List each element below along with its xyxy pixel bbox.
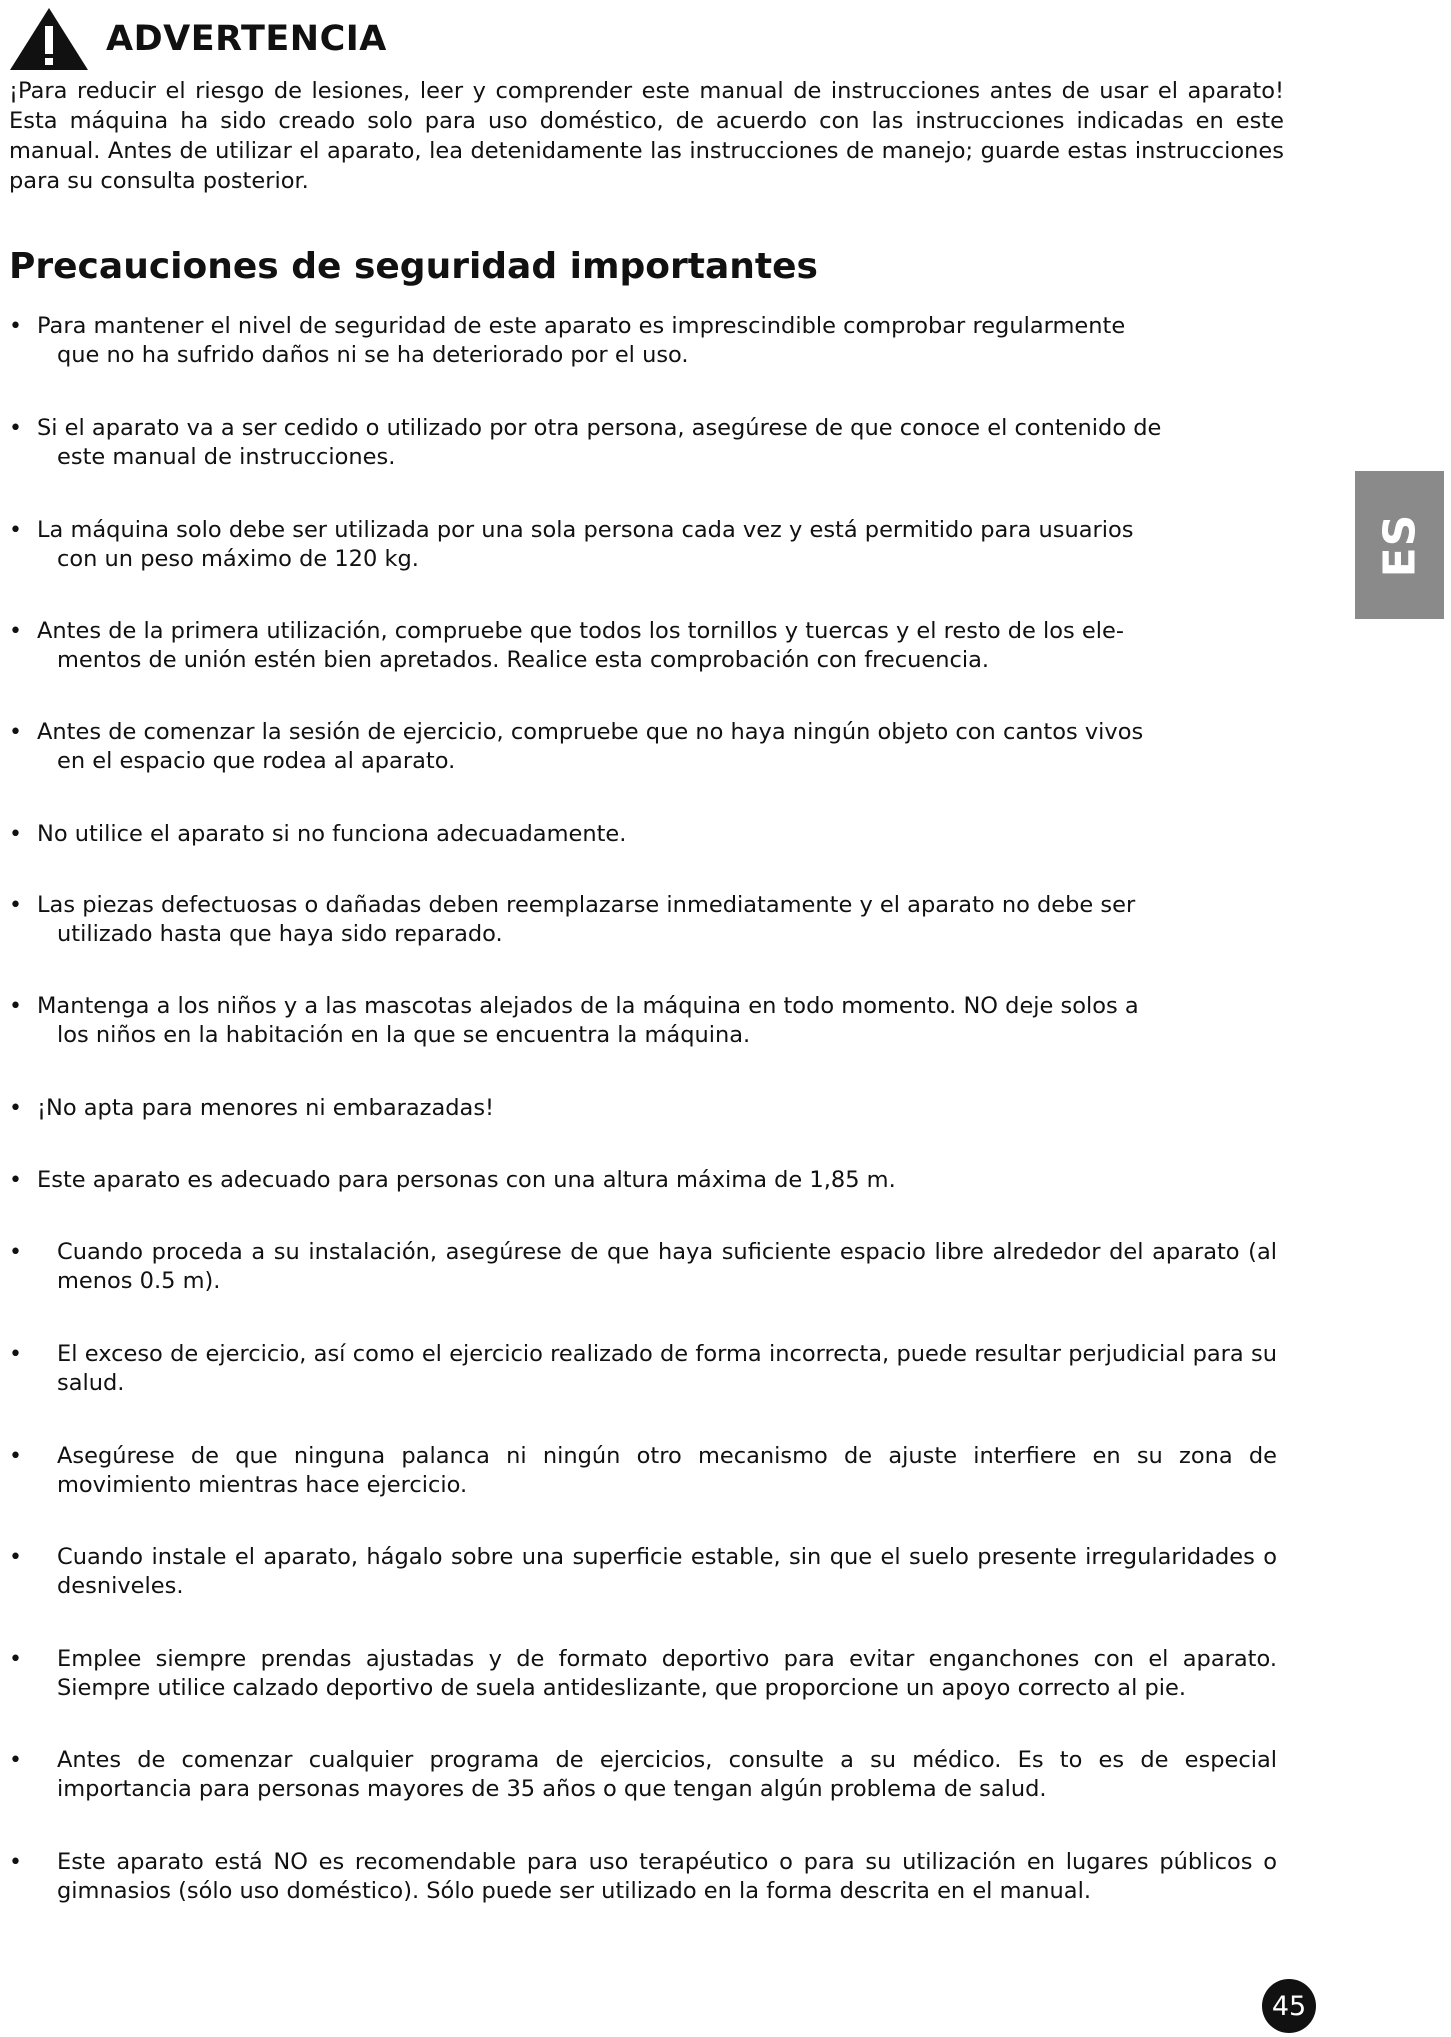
- list-item-text: Cuando proceda a su instalación, asegúrese de que haya suficiente espacio libre alrededor del aparato (al menos 0.5 m).: [57, 1239, 1277, 1294]
- bullet: •: [9, 1545, 22, 1570]
- list-item-text-cont: con un peso máximo de 120 kg.: [57, 546, 419, 572]
- list-item: [9, 1848, 1277, 1906]
- language-tab: [1355, 471, 1444, 619]
- list-item: [9, 1094, 1279, 1123]
- list-item: [9, 1340, 1277, 1398]
- bullet: •: [9, 1096, 22, 1121]
- list-item-text: Si el aparato va a ser cedido o utilizado por otra persona, asegúrese de que conoce el contenido de: [37, 415, 1162, 441]
- bullet: •: [9, 1647, 22, 1672]
- list-item-text: Antes de comenzar cualquier programa de ejercicios, consulte a su médico. Es to es de especial importancia para personas mayores de 35 años o que tengan algún problema de salud.: [57, 1747, 1277, 1802]
- list-item: [9, 992, 1279, 1050]
- bullet: •: [9, 619, 22, 644]
- list-item: [9, 414, 1279, 472]
- list-item-text-cont: que no ha sufrido daños ni se ha deteriorado por el uso.: [57, 342, 689, 368]
- list-item: [9, 1238, 1277, 1296]
- bullet: •: [9, 1342, 22, 1367]
- bullet: •: [9, 1240, 22, 1265]
- bullet: •: [9, 720, 22, 745]
- warning-intro: ¡Para reducir el riesgo de lesiones, leer y comprender este manual de instrucciones antes de usar el aparato! Esta máquina ha sido creado solo para uso doméstico, de acuerdo con las instrucciones indicadas en este manual. Antes de utilizar el aparato, lea detenidamente las instrucciones de manejo; guarde estas instrucciones para su consulta posterior.: [9, 78, 1284, 194]
- list-item-text: Antes de comenzar la sesión de ejercicio, compruebe que no haya ningún objeto con cantos vivos: [37, 719, 1144, 745]
- list-item: [9, 820, 1279, 849]
- bullet: •: [9, 1444, 22, 1469]
- list-item-text: Mantenga a los niños y a las mascotas alejados de la máquina en todo momento. NO deje solos a: [37, 993, 1139, 1019]
- list-item: [9, 718, 1279, 776]
- list-item-text: No utilice el aparato si no funciona adecuadamente.: [37, 821, 627, 847]
- list-item: [9, 516, 1279, 574]
- list-item: [9, 1543, 1277, 1601]
- bullet: •: [9, 893, 22, 918]
- list-item-text: Este aparato es adecuado para personas con una altura máxima de 1,85 m.: [37, 1167, 896, 1193]
- bullet: •: [9, 1850, 22, 1875]
- list-item-text-cont: este manual de instrucciones.: [57, 444, 396, 470]
- list-item: [9, 617, 1279, 675]
- bullet: •: [9, 1168, 22, 1193]
- list-item-text: Para mantener el nivel de seguridad de este aparato es imprescindible comprobar regularmente: [37, 313, 1126, 339]
- section-title: Precauciones de seguridad importantes: [9, 246, 818, 287]
- list-item-text: ¡No apta para menores ni embarazadas!: [37, 1095, 495, 1121]
- list-item: [9, 1746, 1277, 1804]
- list-item: [9, 891, 1279, 949]
- list-item-text-cont: en el espacio que rodea al aparato.: [57, 748, 456, 774]
- list-item: [9, 1442, 1277, 1500]
- list-item-text: Cuando instale el aparato, hágalo sobre una superficie estable, sin que el suelo presente irregularidades o desniveles.: [57, 1544, 1277, 1599]
- bullet: •: [9, 994, 22, 1019]
- list-item-text: La máquina solo debe ser utilizada por una sola persona cada vez y está permitido para usuarios: [37, 517, 1134, 543]
- list-item: [9, 312, 1279, 370]
- page-number: 45: [1262, 1979, 1316, 2033]
- list-item-text: Antes de la primera utilización, compruebe que todos los tornillos y tuercas y el resto de los ele-: [37, 618, 1124, 644]
- list-item: [9, 1166, 1279, 1195]
- bullet: •: [9, 822, 22, 847]
- list-item-text: Las piezas defectuosas o dañadas deben reemplazarse inmediatamente y el aparato no debe ser: [37, 892, 1136, 918]
- list-item-text-cont: utilizado hasta que haya sido reparado.: [57, 921, 503, 947]
- list-item-text: Este aparato está NO es recomendable para uso terapéutico o para su utilización en lugares públicos o gimnasios (sólo uso doméstico). Sólo puede ser utilizado en la forma descrita en el manual.: [57, 1849, 1277, 1904]
- bullet: •: [9, 1748, 22, 1773]
- list-item-text: Asegúrese de que ninguna palanca ni ningún otro mecanismo de ajuste interfiere en su zona de movimiento mientras hace ejercicio.: [57, 1443, 1277, 1498]
- list-item-text-cont: mentos de unión estén bien apretados. Realice esta comprobación con frecuencia.: [57, 647, 990, 673]
- list-item-text: Emplee siempre prendas ajustadas y de formato deportivo para evitar enganchones con el aparato. Siempre utilice calzado deportivo de suela antideslizante, que proporcione un apoyo correcto al pie.: [57, 1646, 1277, 1701]
- language-tab-label: ES: [1374, 513, 1425, 577]
- bullet: •: [9, 314, 22, 339]
- bullet: •: [9, 416, 22, 441]
- list-item-text-cont: los niños en la habitación en la que se encuentra la máquina.: [57, 1022, 751, 1048]
- list-item: [9, 1645, 1277, 1703]
- warning-title: ADVERTENCIA: [106, 19, 387, 59]
- bullet: •: [9, 518, 22, 543]
- list-item-text: El exceso de ejercicio, así como el ejercicio realizado de forma incorrecta, puede resultar perjudicial para su salud.: [57, 1341, 1277, 1396]
